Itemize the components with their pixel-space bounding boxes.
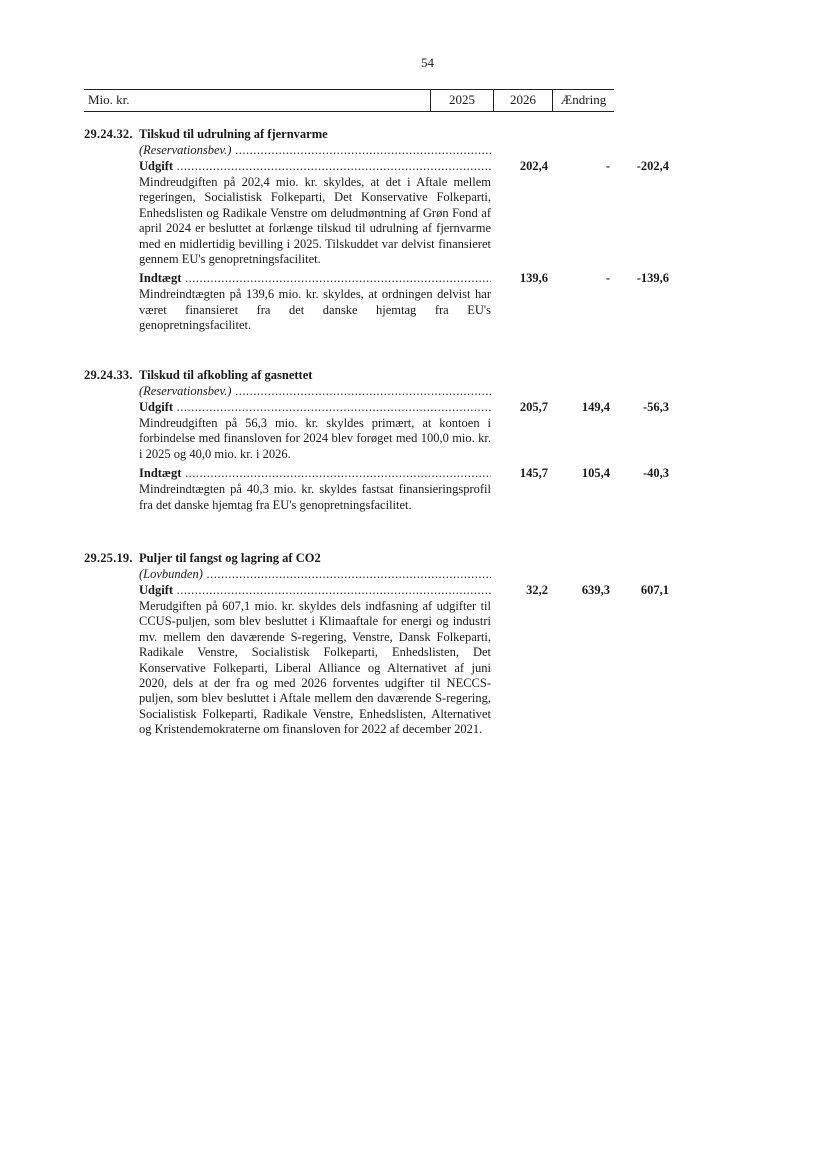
- column-header-2025: 2025: [449, 92, 475, 107]
- section-code: 29.24.32.: [84, 127, 133, 141]
- section-subtitle: (Reservationsbev.) .....: [139, 384, 491, 400]
- section-code: 29.24.33.: [84, 368, 133, 382]
- explanation-text: Mindreudgiften på 56,3 mio. kr. skyldes primært, at kontoen i forbindelse med finansloven for 2024 blev forøget med 100,0 mio. kr. i 2025 og 40,0 mio. kr. i 2026.: [139, 416, 491, 461]
- row-label: Udgift .....: [139, 159, 491, 174]
- explanation-text: Merudgiften på 607,1 mio. kr. skyldes dels indfasning af udgifter til CCUS-puljen, som blev besluttet i Klimaaftale for energi og industri mv. mellem den daværende S-regering, Venstre, Dansk Folkeparti, Radikale Venstre, Socialistisk Folkeparti, Enhedslisten, Det Konservative Folkeparti, Liberal Alliance og Alternativet af juni 2020, dels at der fra og med 2026 forventes udgifter til NECCS-puljen, som blev besluttet i Aftale mellem den daværende S-regering, Socialistisk Folkeparti, Radikale Venstre, Enhedslisten, Alternativet og Kristendemokraterne om finansloven for 2022 af december 2021.: [139, 599, 491, 737]
- row-label: Udgift .....: [139, 583, 491, 598]
- value-2025: 205,7: [519, 400, 548, 414]
- page-number: 54: [421, 55, 434, 70]
- column-header-change: Ændring: [560, 92, 607, 107]
- unit-label: Mio. kr.: [88, 92, 130, 107]
- section-title: Puljer til fangst og lagring af CO2: [139, 551, 321, 565]
- column-divider: [430, 89, 431, 111]
- row-label: Udgift .....: [139, 400, 491, 415]
- section-title: Tilskud til udrulning af fjernvarme: [139, 127, 328, 141]
- budget-section: [84, 551, 669, 742]
- header-top-rule: [84, 89, 614, 90]
- budget-section: [84, 368, 669, 517]
- section-code: 29.25.19.: [84, 551, 133, 565]
- section-heading: [84, 368, 614, 384]
- budget-row: [139, 466, 669, 482]
- budget-section: [84, 127, 669, 338]
- value-2026: -: [605, 271, 610, 286]
- value-2025: 202,4: [519, 159, 548, 173]
- budget-row: [139, 400, 669, 416]
- section-subtitle: (Lovbunden) .....: [139, 567, 491, 583]
- value-2026: -: [605, 159, 610, 173]
- value-2026: 105,4: [581, 466, 610, 481]
- section-heading: [84, 551, 614, 567]
- row-label: Indtægt .....: [139, 466, 491, 481]
- explanation-text: Mindreudgiften på 202,4 mio. kr. skyldes, at det i Aftale mellem regeringen, Socialistisk Folkeparti, Det Konservative Folkeparti, Enhedslisten og Radikale Venstre om deludmøntning af Grøn Fond af april 2024 er besluttet at forlænge tilskud til udrulning af fjernvarme med en midlertidig bevilling i 2025. Tilskuddet var delvist finansieret gennem EU's genopretningsfacilitet.: [139, 175, 491, 267]
- value-change: -139,6: [636, 271, 669, 286]
- explanation-text: Mindreindtægten på 139,6 mio. kr. skyldes, at ordningen delvist har været finansieret fra det danske hjemtag fra EU's genopretningsfacilitet.: [139, 287, 491, 333]
- value-2025: 32,2: [526, 583, 548, 597]
- value-2025: 145,7: [519, 466, 548, 481]
- value-change: -56,3: [642, 400, 669, 414]
- value-2025: 139,6: [519, 271, 548, 286]
- budget-row: [139, 271, 669, 287]
- row-label: Indtægt .....: [139, 271, 491, 286]
- explanation-text: Mindreindtægten på 40,3 mio. kr. skyldes fastsat finansieringsprofil fra det danske hjemtag fra EU's genopretningsfacilitet.: [139, 482, 491, 512]
- header-bottom-rule: [84, 111, 614, 112]
- section-title: Tilskud til afkobling af gasnettet: [139, 368, 313, 382]
- budget-row: [139, 583, 669, 599]
- value-change: -202,4: [636, 159, 669, 173]
- value-2026: 639,3: [581, 583, 610, 597]
- value-change: -40,3: [642, 466, 669, 481]
- value-change: 607,1: [640, 583, 669, 597]
- section-subtitle: (Reservationsbev.) .....: [139, 143, 491, 159]
- value-2026: 149,4: [581, 400, 610, 414]
- budget-row: [139, 159, 669, 175]
- column-header-2026: 2026: [510, 92, 536, 107]
- section-heading: [84, 127, 614, 143]
